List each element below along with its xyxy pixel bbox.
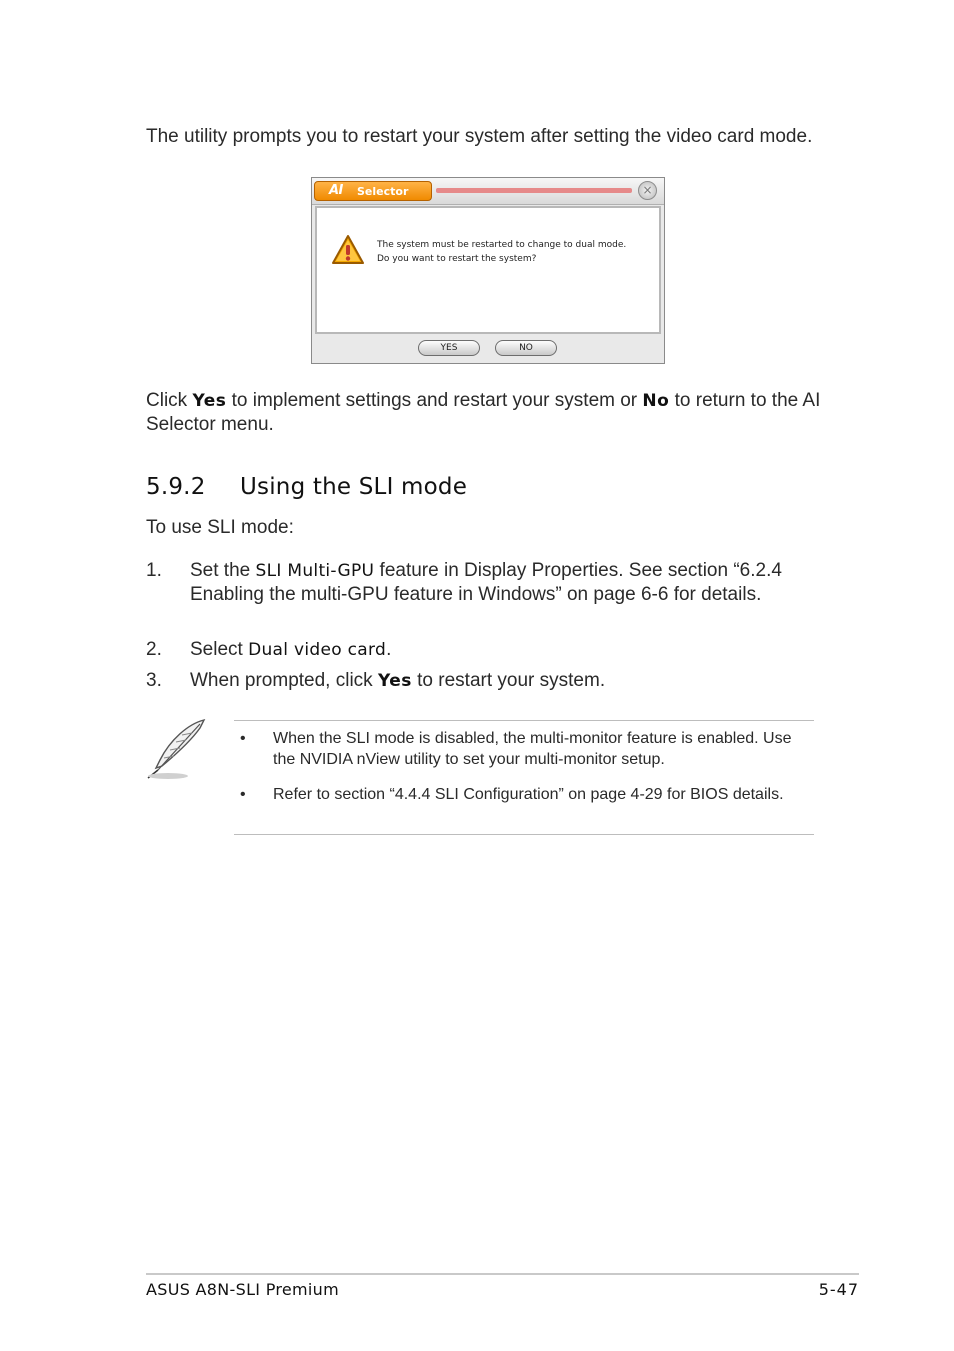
step-number: 1. [146, 560, 162, 581]
step-keyword: Dual video card [248, 640, 387, 660]
note-item [240, 784, 810, 826]
no-keyword: No [642, 391, 670, 411]
click-text-1: Click [146, 390, 193, 411]
click-text-2: to implement settings and restart your system or [226, 390, 643, 411]
note-bottom-rule [234, 834, 814, 835]
step-text [190, 559, 810, 607]
intro-paragraph: The utility prompts you to restart your system after setting the video card mode. [146, 126, 813, 147]
titlebar-stripe [436, 188, 632, 193]
note-top-rule [234, 720, 814, 721]
dialog-message-line1: The system must be restarted to change to dual mode. [377, 240, 627, 250]
step-pre: Set the [190, 560, 256, 581]
bullet: • [240, 730, 246, 747]
click-text-3: to return to the AI Selector menu. [146, 390, 821, 435]
dialog-title-tab [314, 181, 432, 201]
step-pre: When prompted, click [190, 670, 378, 691]
dialog-body [315, 206, 661, 334]
bullet: • [240, 786, 246, 803]
yes-keyword: Yes [192, 391, 227, 411]
footer-page-number: 5-47 [818, 1280, 859, 1299]
no-button[interactable]: NO [495, 340, 557, 356]
feather-pen-icon [144, 716, 210, 782]
footer-rule [146, 1273, 859, 1275]
close-icon[interactable]: × [638, 181, 657, 200]
step-post: feature in Display Properties. See section “6.2.4 Enabling the multi-GPU feature in Windows” on page 6-6 for details. [190, 560, 782, 605]
warning-icon [331, 234, 365, 266]
step-number: 3. [146, 670, 162, 691]
click-paragraph [146, 389, 826, 437]
step-number: 2. [146, 639, 162, 660]
dialog-title: Selector [357, 185, 409, 198]
dialog-message [377, 238, 626, 266]
note-item [240, 728, 810, 770]
step-post: . [386, 639, 392, 660]
dialog-titlebar [312, 178, 664, 205]
section-number: 5.9.2 [146, 474, 206, 500]
note-text: Refer to section “4.4.4 SLI Configuration” on page 4-29 for BIOS details. [273, 786, 784, 803]
dialog-message-line2: Do you want to restart the system? [377, 254, 537, 264]
footer-product: ASUS A8N-SLI Premium [146, 1280, 339, 1299]
note-text: When the SLI mode is disabled, the multi-monitor feature is enabled. Use the NVIDIA nView utility to set your multi-monitor setup. [273, 730, 792, 768]
step-text [190, 638, 810, 662]
section-title: Using the SLI mode [240, 474, 468, 500]
section-heading [146, 474, 467, 500]
section-intro: To use SLI mode: [146, 517, 294, 538]
step-text [190, 669, 810, 693]
step-post: to restart your system. [411, 670, 606, 691]
yes-button[interactable]: YES [418, 340, 480, 356]
step-keyword: SLI Multi-GPU [255, 561, 375, 581]
ai-selector-dialog [311, 177, 665, 364]
step-pre: Select [190, 639, 249, 660]
step-keyword: Yes [377, 671, 412, 691]
ai-logo: AI [329, 183, 343, 198]
